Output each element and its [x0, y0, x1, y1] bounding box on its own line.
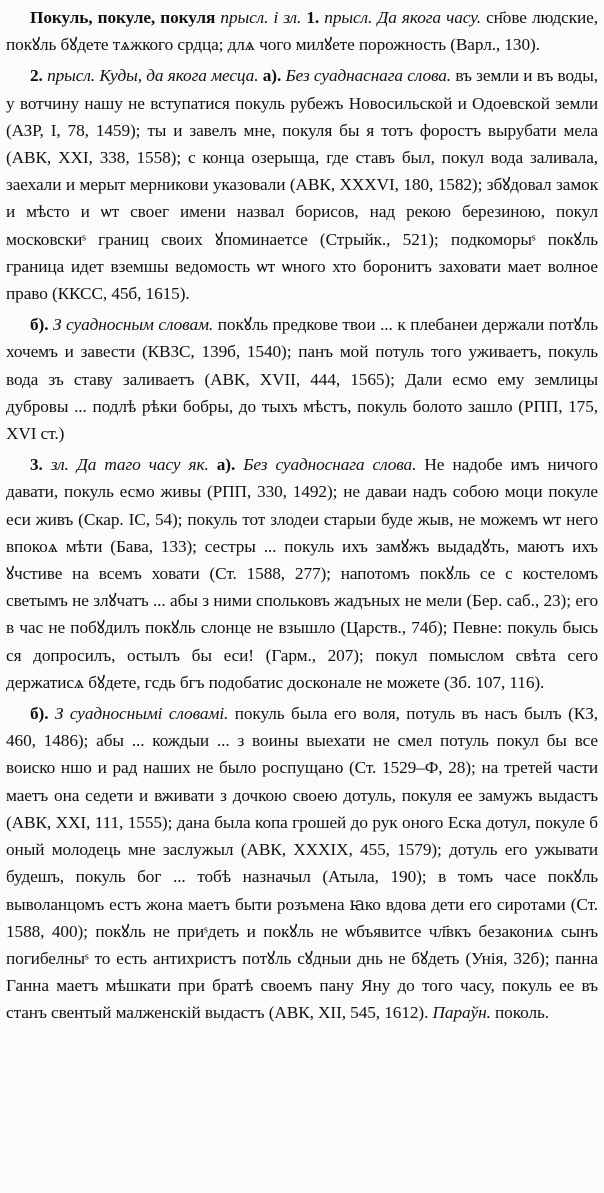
sense-3b-gloss: З суадноснымі словамі. — [54, 704, 229, 724]
sense-1-number: 1. — [306, 8, 320, 27]
sense-3a-gloss: Без суадноснага слова. — [243, 455, 417, 475]
entry-headword: Покуль, покуле, покуля — [30, 8, 216, 27]
sense-3a-letter: а). — [216, 455, 236, 475]
sense-2b-letter: б). — [30, 315, 49, 335]
entry-grammar: прысл. і зл. — [220, 8, 302, 27]
sense-2-gloss: прысл. Куды, да якога месца. — [47, 66, 259, 86]
sense-2a-citations: въ земли и въ воды, у вотчину нашу не вступатися покуль рубежъ Новосильской и Одоевской земли (АЗР, І, 78, 1459); ты и завелъ мне, покуля бы я тотъ форостъ вырубати мела (АВК, XXI, 338, 1558); с конца озерыща, где ставъ был, покул вода заливала, заехали и мерыт мерникови указовали (АВК, XXXVI, 180, 1582); збꙋдовал замок и мѣсто и ѡт своег имени назвал борисов, над рекою березиною, покул московскиˢ границ своих ꙋпоминаетсе (Стрыйк., 521); подкоморыˢ покꙋль граница идет вземшы ведомость ѡт ѡного хто боронитъ заховати мает волное право (ККСС, 45б, 1615). — [6, 66, 598, 304]
cross-reference-label: Параўн. — [432, 1003, 491, 1023]
sense-3b-citations: покуль была его воля, потуль въ насъ былъ (КЗ, 460, 1486); абы ... кождыи ... з воины выехати не смел потуль покул бы все воиско ншо и рад наших не было роспущано (Ст. 1529–Ф, 28); на третей части маетъ она седети и вживати з дочкою своею дотуль, покуля ее замужъ выдастъ (АВК, XXI, 111, 1555); дана была копа грошей до рук оного Еска дотул, покуле б оный молодець мне заслужыл (АВК, XXXIX, 455, 1579); дотуль его ужывати будешъ, покуль бог ... тобѣ назначыл (Атыла, 190); в томъ часе покꙋль выволанцомъ естъ жона маетъ быти розъмена ꙗко вдова дети его сиротами (Ст. 1588, 400); покꙋль не приˢдеть и покꙋль не ѡбъявитсе чл҃вкъ безакониѧ сынъ погибелныˢ то есть антихристъ потꙋль сꙋдныи днь не бꙋдеть (Унія, 32б); панна Ганна маетъ мѣшкати при братѣ своемъ пану Яну до того часу, покуль ее въ станъ свентый малженскій выдастъ (АВК, XII, 545, 1612). — [6, 704, 598, 1023]
sense-3b-letter: б). — [30, 704, 49, 724]
sense-2a-letter: а). — [262, 66, 282, 86]
dictionary-entry-pokul — [6, 4, 598, 1027]
sense-2b — [6, 311, 598, 447]
sense-3-gloss: зл. Да таго часу як. — [50, 455, 209, 475]
sense-2b-gloss: З суадносным словам. — [53, 315, 214, 335]
sense-1-citations: сн҃ове людские, покꙋль бꙋдете тѧжкого срдца; длѧ чого милꙋете порожность (Варл., 130). — [6, 8, 598, 55]
sense-2a — [6, 62, 598, 307]
sense-1 — [6, 4, 598, 58]
sense-2-number: 2. — [30, 66, 43, 86]
sense-3-number: 3. — [30, 455, 43, 475]
sense-1-gloss: прысл. Да якога часу. — [324, 8, 481, 27]
sense-2b-citations: покꙋль предкове твои ... к плебанеи держали потꙋль хочемъ и завести (КВЗС, 139б, 1540); панъ мой потуль того уживаетъ, покуль вода зъ ставу заливаетъ (АВК, XVII, 444, 1565); Дали есмо ему землицы дубровы ... подлѣ рѣки бобры, до тыхъ мѣстъ, покуль болото зашло (РПП, 175, XVI ст.) — [6, 315, 598, 444]
sense-3b — [6, 700, 598, 1026]
sense-3a — [6, 451, 598, 696]
sense-3a-citations: Не надобе имъ ничого давати, покуль есмо живы (РПП, 330, 1492); не даваи надъ собою моци покуле еси живъ (Скар. ІС, 54); покуль тот злодеи старыи буде жыв, не можемъ ѡт него впокоѧ мѣти (Бава, 133); сестры ... покуль ихъ замꙋжъ выдадꙋть, маютъ ихъ ꙋчстиве на всемъ ховати (Ст. 1588, 277); напотомъ покꙋль се с костеломъ светымъ не злꙋчатъ ... абы з ними спольковъ жадъных не мели (Бер. саб., 23); его в час не побꙋдилъ покꙋль слонце не взышло (Царств., 74б); Певне: покуль бысь ся допросилъ, остылъ бы еси! (Гарм., 207); покул помыслом свѣта сего держатисѧ бꙋдете, гсдь бгъ подобатис досконале не можете (Зб. 107, 116). — [6, 455, 598, 692]
sense-2a-gloss: Без суаднаснага слова. — [285, 66, 452, 86]
cross-reference-target: поколь. — [495, 1003, 549, 1023]
